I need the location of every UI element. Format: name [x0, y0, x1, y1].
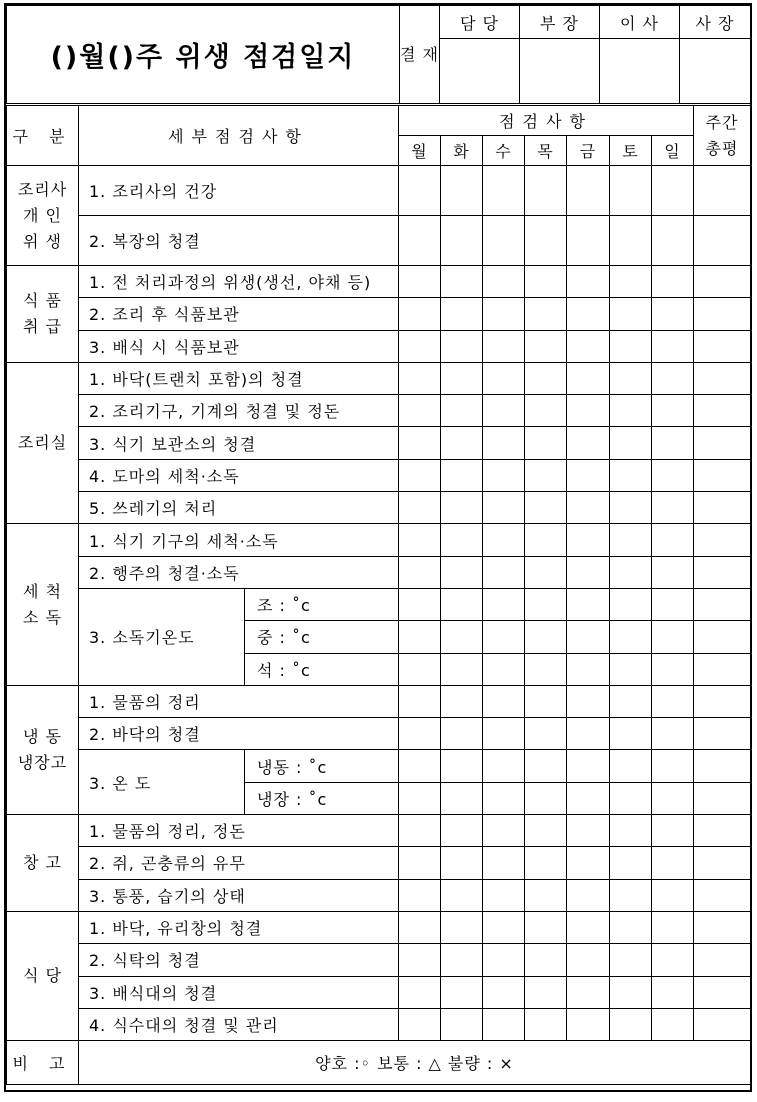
check-cell[interactable] [441, 911, 483, 943]
check-cell[interactable] [525, 524, 567, 556]
check-cell[interactable] [567, 1008, 610, 1040]
check-cell[interactable] [652, 395, 694, 427]
check-cell[interactable] [525, 395, 567, 427]
weekly-review-cell[interactable] [694, 216, 751, 266]
check-cell[interactable] [483, 556, 525, 588]
check-cell[interactable] [399, 330, 441, 362]
category-label: 위 생 [23, 231, 62, 251]
legend-text: 양호 :◦ 보통 : △ 불량 : × [79, 1041, 751, 1085]
header-table [6, 5, 751, 104]
check-cell[interactable] [652, 588, 694, 620]
weekly-review-cell[interactable] [694, 266, 751, 298]
day-header: 일 [652, 136, 694, 166]
weekly-review-cell[interactable] [694, 847, 751, 879]
check-cell[interactable] [567, 911, 610, 943]
check-cell[interactable] [652, 750, 694, 782]
weekly-review-cell[interactable] [694, 395, 751, 427]
approval-label: 결 재 [400, 6, 440, 104]
category-label: 냉장고 [17, 752, 68, 772]
weekly-review-cell[interactable] [694, 556, 751, 588]
check-item: 1. 식기 기구의 세척·소독 [79, 524, 399, 556]
check-cell[interactable] [483, 1008, 525, 1040]
check-cell[interactable] [525, 621, 567, 653]
check-cell[interactable] [652, 879, 694, 911]
check-cell[interactable] [567, 298, 610, 330]
check-cell[interactable] [567, 266, 610, 298]
check-cell[interactable] [652, 685, 694, 717]
page-title: ()월()주 위생 점검일지 [7, 6, 400, 104]
check-cell[interactable] [567, 653, 610, 685]
check-cell[interactable] [399, 847, 441, 879]
check-cell[interactable] [399, 815, 441, 847]
check-cell[interactable] [610, 847, 652, 879]
check-cell[interactable] [610, 685, 652, 717]
check-cell[interactable] [525, 330, 567, 362]
check-cell[interactable] [399, 166, 441, 216]
section-category [7, 911, 79, 1040]
check-cell[interactable] [399, 459, 441, 491]
check-cell[interactable] [525, 492, 567, 524]
check-item: 3. 온 도 [79, 750, 245, 815]
section-category [7, 166, 79, 266]
check-cell[interactable] [399, 492, 441, 524]
weekly-review-cell[interactable] [694, 782, 751, 814]
category-label: 소 독 [23, 607, 62, 627]
category-label: 조리사 [17, 179, 68, 199]
check-cell[interactable] [441, 815, 483, 847]
check-cell[interactable] [441, 1008, 483, 1040]
check-cell[interactable] [399, 944, 441, 976]
weekly-review-cell[interactable] [694, 492, 751, 524]
check-cell[interactable] [567, 976, 610, 1008]
check-item: 1. 물품의 정리, 정돈 [79, 815, 399, 847]
check-cell[interactable] [441, 750, 483, 782]
check-cell[interactable] [652, 944, 694, 976]
check-cell[interactable] [652, 847, 694, 879]
check-item: 4. 도마의 세척·소독 [79, 459, 399, 491]
weekly-review-cell[interactable] [694, 976, 751, 1008]
check-cell[interactable] [483, 911, 525, 943]
check-cell[interactable] [525, 782, 567, 814]
weekly-review-cell[interactable] [694, 911, 751, 943]
check-cell[interactable] [567, 815, 610, 847]
weekly-header: 주간 총평 [694, 106, 751, 166]
check-cell[interactable] [399, 588, 441, 620]
check-item: 2. 조리 후 식품보관 [79, 298, 399, 330]
check-cell[interactable] [610, 298, 652, 330]
check-cell[interactable] [652, 427, 694, 459]
remarks-label: 비 고 [7, 1041, 79, 1085]
check-cell[interactable] [441, 395, 483, 427]
check-cell[interactable] [441, 621, 483, 653]
check-cell[interactable] [567, 847, 610, 879]
check-item: 2. 조리기구, 기계의 청결 및 정돈 [79, 395, 399, 427]
check-cell[interactable] [483, 653, 525, 685]
category-label: 취 급 [23, 316, 62, 336]
check-item: 5. 쓰레기의 처리 [79, 492, 399, 524]
check-cell[interactable] [567, 621, 610, 653]
check-cell[interactable] [567, 459, 610, 491]
check-cell[interactable] [441, 847, 483, 879]
check-cell[interactable] [525, 976, 567, 1008]
weekly-review-cell[interactable] [694, 621, 751, 653]
check-cell[interactable] [525, 166, 567, 216]
day-header: 수 [483, 136, 525, 166]
check-cell[interactable] [483, 330, 525, 362]
check-cell[interactable] [652, 166, 694, 216]
signer-label: 이 사 [600, 6, 680, 39]
check-cell[interactable] [441, 685, 483, 717]
weekly-review-cell[interactable] [694, 1008, 751, 1040]
check-cell[interactable] [399, 782, 441, 814]
check-cell[interactable] [399, 524, 441, 556]
check-item: 3. 식기 보관소의 청결 [79, 427, 399, 459]
check-cell[interactable] [441, 427, 483, 459]
check-cell[interactable] [399, 621, 441, 653]
check-item: 3. 통풍, 습기의 상태 [79, 879, 399, 911]
section-category [7, 362, 79, 523]
check-cell[interactable] [652, 653, 694, 685]
check-cell[interactable] [525, 718, 567, 750]
signature-box[interactable] [440, 39, 520, 104]
check-cell[interactable] [567, 427, 610, 459]
check-cell[interactable] [652, 782, 694, 814]
check-cell[interactable] [399, 750, 441, 782]
check-cell[interactable] [567, 524, 610, 556]
check-item: 3. 소독기온도 [79, 588, 245, 685]
check-item: 2. 쥐, 곤충류의 유무 [79, 847, 399, 879]
signer-label: 사 장 [680, 6, 751, 39]
check-cell[interactable] [567, 750, 610, 782]
check-cell[interactable] [399, 653, 441, 685]
signature-box[interactable] [680, 39, 751, 104]
check-item: 3. 배식대의 청결 [79, 976, 399, 1008]
check-cell[interactable] [652, 621, 694, 653]
check-cell[interactable] [567, 362, 610, 394]
signature-box[interactable] [600, 39, 680, 104]
check-cell[interactable] [652, 298, 694, 330]
check-cell[interactable] [483, 298, 525, 330]
check-cell[interactable] [525, 685, 567, 717]
temperature-field[interactable]: 중 : ˚c [245, 621, 399, 653]
check-cell[interactable] [567, 492, 610, 524]
check-cell[interactable] [567, 166, 610, 216]
day-header: 월 [399, 136, 441, 166]
check-cell[interactable] [399, 298, 441, 330]
check-cell[interactable] [567, 944, 610, 976]
check-cell[interactable] [441, 362, 483, 394]
check-cell[interactable] [483, 685, 525, 717]
check-item: 1. 조리사의 건강 [79, 166, 399, 216]
detail-header: 세부점검사항 [79, 106, 399, 166]
check-cell[interactable] [399, 976, 441, 1008]
check-cell[interactable] [610, 524, 652, 556]
check-cell[interactable] [441, 879, 483, 911]
check-cell[interactable] [610, 1008, 652, 1040]
check-cell[interactable] [483, 266, 525, 298]
check-cell[interactable] [399, 266, 441, 298]
weekly-review-cell[interactable] [694, 166, 751, 216]
check-cell[interactable] [441, 166, 483, 216]
check-cell[interactable] [399, 556, 441, 588]
weekly-review-cell[interactable] [694, 330, 751, 362]
check-cell[interactable] [483, 621, 525, 653]
check-cell[interactable] [567, 685, 610, 717]
check-cell[interactable] [525, 427, 567, 459]
check-item: 4. 식수대의 청결 및 관리 [79, 1008, 399, 1040]
check-cell[interactable] [567, 718, 610, 750]
check-item: 3. 배식 시 식품보관 [79, 330, 399, 362]
check-cell[interactable] [567, 782, 610, 814]
category-label: 개 인 [23, 205, 62, 225]
check-cell[interactable] [652, 266, 694, 298]
category-label: 냉 동 [23, 726, 62, 746]
category-label: 식 당 [23, 966, 62, 986]
temperature-field[interactable]: 냉장 : ˚c [245, 782, 399, 814]
check-cell[interactable] [567, 395, 610, 427]
check-cell[interactable] [610, 879, 652, 911]
check-cell[interactable] [525, 588, 567, 620]
check-cell[interactable] [652, 556, 694, 588]
weekly-review-cell[interactable] [694, 685, 751, 717]
check-cell[interactable] [652, 492, 694, 524]
check-cell[interactable] [483, 395, 525, 427]
check-cell[interactable] [525, 911, 567, 943]
check-header: 점검사항 [399, 106, 694, 136]
check-cell[interactable] [399, 1008, 441, 1040]
category-label: 세 척 [23, 581, 62, 601]
check-cell[interactable] [441, 556, 483, 588]
check-cell[interactable] [483, 524, 525, 556]
check-cell[interactable] [610, 330, 652, 362]
check-cell[interactable] [441, 782, 483, 814]
check-cell[interactable] [610, 976, 652, 1008]
check-cell[interactable] [525, 459, 567, 491]
check-cell[interactable] [399, 216, 441, 266]
check-cell[interactable] [399, 718, 441, 750]
check-cell[interactable] [610, 911, 652, 943]
check-cell[interactable] [652, 524, 694, 556]
weekly-review-cell[interactable] [694, 298, 751, 330]
check-cell[interactable] [610, 588, 652, 620]
check-cell[interactable] [610, 653, 652, 685]
check-cell[interactable] [483, 492, 525, 524]
check-cell[interactable] [399, 879, 441, 911]
day-header: 금 [567, 136, 610, 166]
check-cell[interactable] [525, 362, 567, 394]
weekly-review-cell[interactable] [694, 459, 751, 491]
check-cell[interactable] [567, 879, 610, 911]
check-item: 2. 바닥의 청결 [79, 718, 399, 750]
check-cell[interactable] [525, 847, 567, 879]
check-cell[interactable] [567, 556, 610, 588]
check-cell[interactable] [525, 653, 567, 685]
check-cell[interactable] [441, 718, 483, 750]
weekly-review-cell[interactable] [694, 653, 751, 685]
check-cell[interactable] [610, 944, 652, 976]
check-cell[interactable] [652, 815, 694, 847]
check-item: 1. 바닥, 유리창의 청결 [79, 911, 399, 943]
check-cell[interactable] [567, 330, 610, 362]
check-cell[interactable] [652, 911, 694, 943]
check-cell[interactable] [483, 216, 525, 266]
check-cell[interactable] [483, 362, 525, 394]
section-category [7, 815, 79, 912]
check-cell[interactable] [652, 216, 694, 266]
check-cell[interactable] [399, 362, 441, 394]
check-item: 2. 복장의 청결 [79, 216, 399, 266]
check-cell[interactable] [483, 750, 525, 782]
check-cell[interactable] [652, 1008, 694, 1040]
check-cell[interactable] [441, 266, 483, 298]
weekly-review-cell[interactable] [694, 750, 751, 782]
check-item: 1. 전 처리과정의 위생(생선, 야채 등) [79, 266, 399, 298]
check-cell[interactable] [399, 427, 441, 459]
check-cell[interactable] [652, 718, 694, 750]
check-cell[interactable] [441, 653, 483, 685]
section-category [7, 685, 79, 814]
check-cell[interactable] [441, 492, 483, 524]
check-cell[interactable] [525, 815, 567, 847]
weekly-review-cell[interactable] [694, 524, 751, 556]
check-cell[interactable] [610, 750, 652, 782]
check-cell[interactable] [525, 298, 567, 330]
check-cell[interactable] [441, 976, 483, 1008]
inspection-table [6, 105, 751, 1085]
weekly-review-cell[interactable] [694, 879, 751, 911]
temperature-field[interactable]: 석 : ˚c [245, 653, 399, 685]
check-cell[interactable] [652, 976, 694, 1008]
check-cell[interactable] [652, 330, 694, 362]
check-cell[interactable] [610, 621, 652, 653]
signer-label: 부 장 [520, 6, 600, 39]
check-cell[interactable] [483, 815, 525, 847]
weekly-review-cell[interactable] [694, 588, 751, 620]
check-cell[interactable] [399, 395, 441, 427]
check-cell[interactable] [399, 685, 441, 717]
category-header: 구 분 [7, 106, 79, 166]
check-cell[interactable] [483, 976, 525, 1008]
check-cell[interactable] [567, 588, 610, 620]
check-cell[interactable] [525, 216, 567, 266]
check-cell[interactable] [441, 524, 483, 556]
check-cell[interactable] [610, 815, 652, 847]
day-header: 목 [525, 136, 567, 166]
check-cell[interactable] [525, 266, 567, 298]
signer-label: 담 당 [440, 6, 520, 39]
day-header: 토 [610, 136, 652, 166]
weekly-review-cell[interactable] [694, 427, 751, 459]
check-cell[interactable] [483, 847, 525, 879]
weekly-review-cell[interactable] [694, 362, 751, 394]
check-cell[interactable] [441, 944, 483, 976]
check-cell[interactable] [525, 944, 567, 976]
check-cell[interactable] [610, 492, 652, 524]
check-cell[interactable] [399, 911, 441, 943]
check-cell[interactable] [610, 395, 652, 427]
check-cell[interactable] [441, 298, 483, 330]
check-cell[interactable] [525, 556, 567, 588]
section-category [7, 524, 79, 685]
check-cell[interactable] [610, 459, 652, 491]
check-cell[interactable] [483, 879, 525, 911]
check-cell[interactable] [610, 216, 652, 266]
check-cell[interactable] [441, 330, 483, 362]
check-item: 2. 행주의 청결·소독 [79, 556, 399, 588]
check-cell[interactable] [652, 362, 694, 394]
check-cell[interactable] [610, 556, 652, 588]
check-cell[interactable] [610, 166, 652, 216]
check-cell[interactable] [652, 459, 694, 491]
check-item: 2. 식탁의 청결 [79, 944, 399, 976]
check-cell[interactable] [483, 718, 525, 750]
check-cell[interactable] [483, 427, 525, 459]
check-cell[interactable] [610, 266, 652, 298]
temperature-field[interactable]: 조 : ˚c [245, 588, 399, 620]
section-category [7, 266, 79, 363]
weekly-review-cell[interactable] [694, 815, 751, 847]
weekly-review-cell[interactable] [694, 718, 751, 750]
check-cell[interactable] [483, 944, 525, 976]
category-label: 조리실 [17, 433, 68, 453]
check-cell[interactable] [610, 427, 652, 459]
day-header: 화 [441, 136, 483, 166]
check-cell[interactable] [441, 588, 483, 620]
check-cell[interactable] [610, 782, 652, 814]
check-cell[interactable] [610, 718, 652, 750]
check-cell[interactable] [483, 782, 525, 814]
check-cell[interactable] [441, 216, 483, 266]
weekly-review-cell[interactable] [694, 944, 751, 976]
category-label: 식 품 [23, 290, 62, 310]
check-cell[interactable] [610, 362, 652, 394]
category-label: 창 고 [23, 852, 62, 872]
check-cell[interactable] [441, 459, 483, 491]
check-cell[interactable] [483, 459, 525, 491]
signature-box[interactable] [520, 39, 600, 104]
check-item: 1. 바닥(트랜치 포함)의 청결 [79, 362, 399, 394]
check-cell[interactable] [483, 588, 525, 620]
check-item: 1. 물품의 정리 [79, 685, 399, 717]
check-cell[interactable] [567, 216, 610, 266]
check-cell[interactable] [525, 1008, 567, 1040]
temperature-field[interactable]: 냉동 : ˚c [245, 750, 399, 782]
check-cell[interactable] [525, 750, 567, 782]
check-cell[interactable] [525, 879, 567, 911]
check-cell[interactable] [483, 166, 525, 216]
